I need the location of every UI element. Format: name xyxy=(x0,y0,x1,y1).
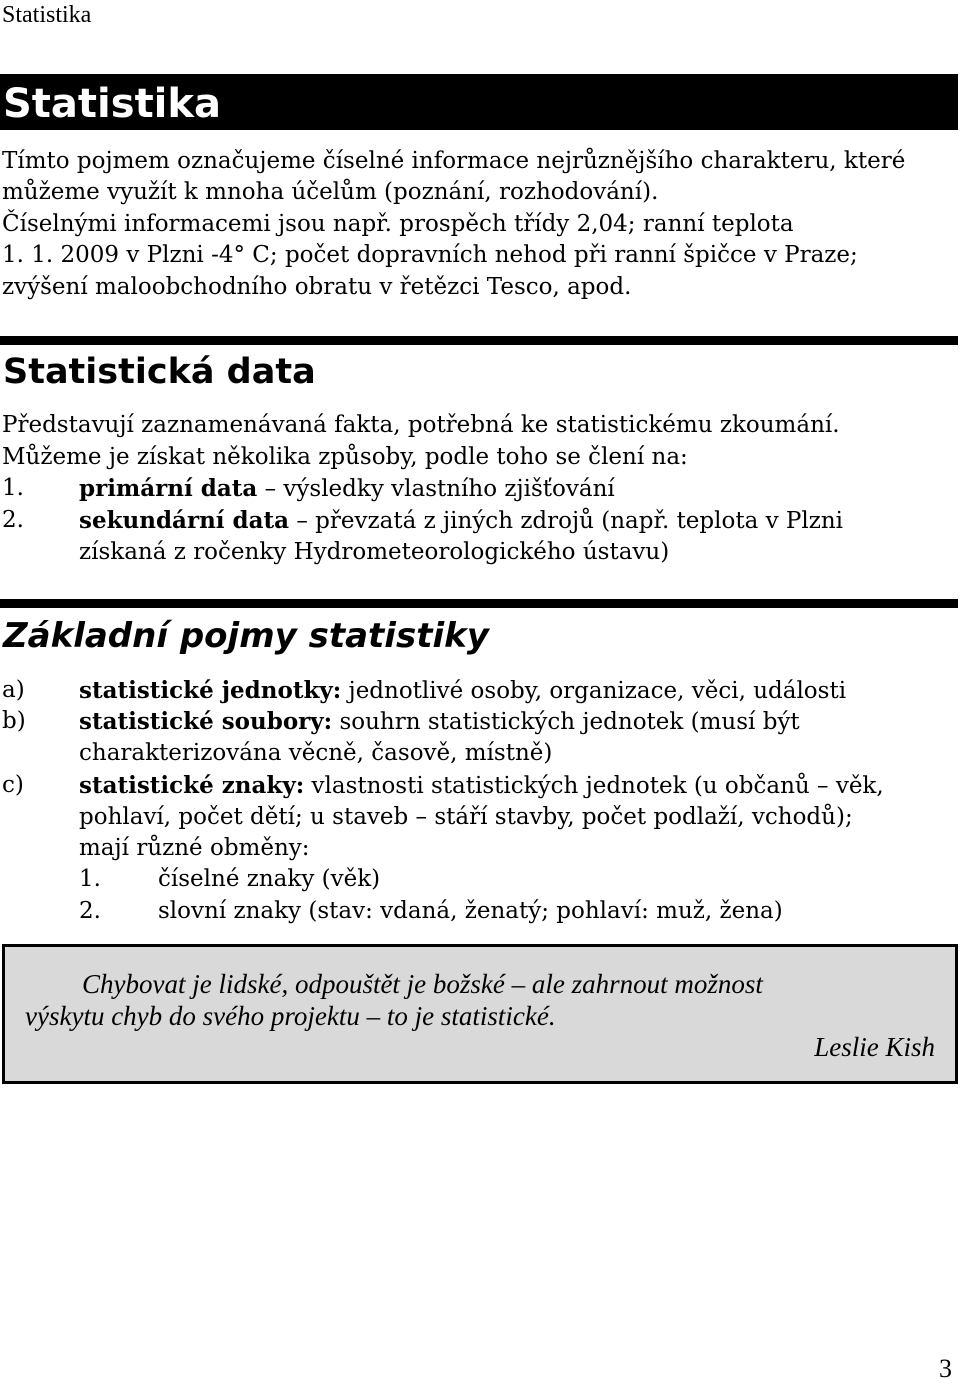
section-heading-concepts: Základní pojmy statistiky xyxy=(3,616,489,656)
definition-item xyxy=(0,675,960,707)
list-number: 2. xyxy=(2,507,24,533)
term-description-continued: pohlaví, počet dětí; u staveb – stáří stavby, počet podlaží, vchodů); xyxy=(79,804,853,830)
quote-box xyxy=(2,944,958,1084)
sub-list-text: číselné znaky (věk) xyxy=(158,866,381,892)
sub-list-text: slovní znaky (stav: vdaná, ženatý; pohlaví: muž, žena) xyxy=(158,898,783,924)
list-number: 1. xyxy=(2,475,24,501)
term: primární data xyxy=(79,475,258,502)
intro-line-5: zvýšení maloobchodního obratu v řetězci Tesco, apod. xyxy=(2,274,632,300)
page-title: Statistika xyxy=(3,81,221,127)
term-description: – výsledky vlastního zjišťování xyxy=(257,476,615,502)
data-line-1: Představují zaznamenávaná fakta, potřebná ke statistickému zkoumání. xyxy=(2,412,840,438)
section-divider xyxy=(0,336,958,345)
term: statistické znaky: xyxy=(79,772,305,799)
running-header: Statistika xyxy=(2,2,92,28)
intro-line-3: Číselnými informacemi jsou např. prospěch třídy 2,04; ranní teplota xyxy=(2,211,794,237)
intro-line-4: 1. 1. 2009 v Plzni -4° C; počet dopravních nehod při ranní špičce v Praze; xyxy=(2,242,858,268)
item-label: c) xyxy=(2,772,24,798)
list-item xyxy=(0,473,960,505)
term: statistické jednotky: xyxy=(79,677,342,704)
term-description: vlastnosti statistických jednotek (u občanů – věk, xyxy=(304,773,884,799)
sub-list-item xyxy=(0,896,960,928)
data-line-2: Můžeme je získat několika způsoby, podle toho se člení na: xyxy=(2,444,688,470)
page-number: 3 xyxy=(939,1354,952,1383)
section-divider xyxy=(0,599,958,608)
quote-line-1: Chybovat je lidské, odpouštět je božské – ale zahrnout možnost xyxy=(82,969,763,999)
term-description-continued: mají různé obměny: xyxy=(79,835,310,861)
term-description-continued: charakterizována věcně, časově, místně) xyxy=(79,740,553,766)
term: sekundární data xyxy=(79,507,290,534)
definition-item xyxy=(0,770,960,866)
title-bar xyxy=(0,74,958,130)
list-item xyxy=(0,505,960,569)
intro-line-1: Tímto pojmem označujeme číselné informace nejrůznějšího charakteru, které xyxy=(2,148,906,174)
item-label: b) xyxy=(2,708,26,734)
term-description: – převzatá z jiných zdrojů (např. teplota v Plzni xyxy=(289,508,844,534)
term-description-continued: získaná z ročenky Hydrometeorologického ústavu) xyxy=(79,539,670,565)
quote-line-2: výskytu chyb do svého projektu – to je statistické. xyxy=(25,1001,556,1031)
sub-list-number: 2. xyxy=(79,898,101,924)
sub-list-item xyxy=(0,864,960,896)
intro-line-2: můžeme využít k mnoha účelům (poznání, rozhodování). xyxy=(2,179,659,205)
term-description: souhrn statistických jednotek (musí být xyxy=(332,709,800,735)
sub-list-number: 1. xyxy=(79,866,101,892)
item-label: a) xyxy=(2,677,25,703)
quote-author: Leslie Kish xyxy=(814,1032,935,1062)
term: statistické soubory: xyxy=(79,708,333,735)
term-description: jednotlivé osoby, organizace, věci, události xyxy=(341,678,847,704)
section-heading-data: Statistická data xyxy=(3,352,316,392)
definition-item xyxy=(0,706,960,770)
